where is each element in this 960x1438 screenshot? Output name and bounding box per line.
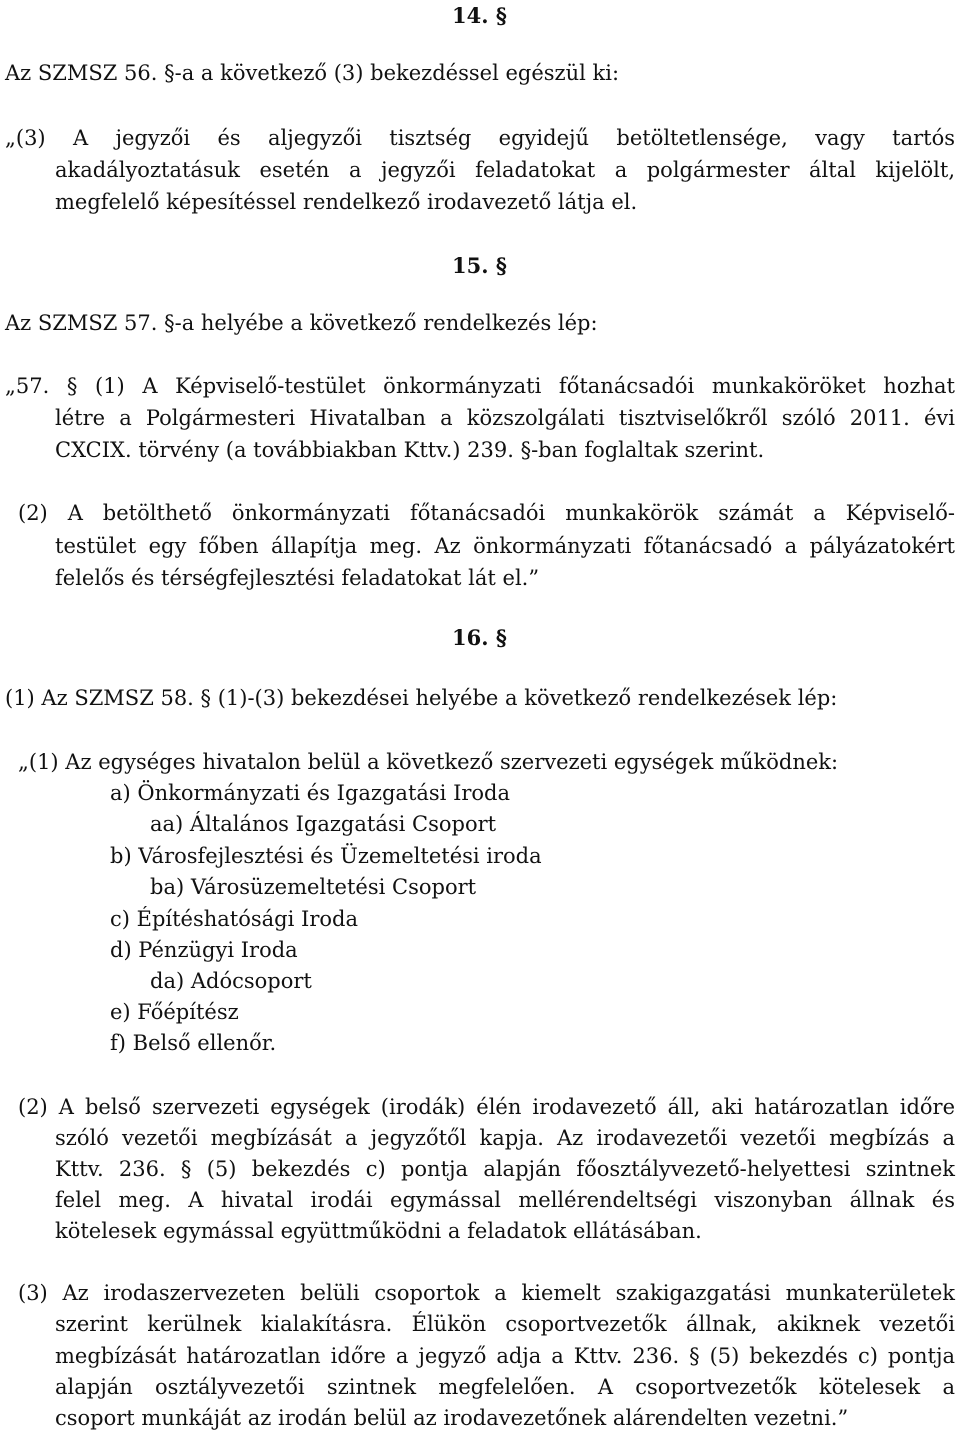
section-heading-14: 14. § [452, 3, 507, 28]
section-heading-16: 16. § [452, 625, 507, 650]
org-unit-item: d) Pénzügyi Iroda [110, 938, 298, 962]
section-16-paragraph-2-line-4: felel meg. A hivatal irodái egymással mellérendeltségi viszonyban állnak és [55, 1188, 955, 1212]
section-15-paragraph-2-line-1: (2) A betölthető önkormányzati főtanácsadói munkakörök számát a Képviselő- [18, 501, 955, 525]
section-16-list-intro: „(1) Az egységes hivatalon belül a következő szervezeti egységek működnek: [18, 750, 839, 774]
section-15-paragraph-2-line-2: testület egy főben állapítja meg. Az önkormányzati főtanácsadó a pályázatokért [55, 534, 955, 558]
org-unit-item: a) Önkormányzati és Igazgatási Iroda [110, 781, 511, 805]
section-14-paragraph-line-2: akadályoztatásuk esetén a jegyzői feladatokat a polgármester által kijelölt, [55, 158, 955, 182]
section-14-intro: Az SZMSZ 56. §-a a következő (3) bekezdéssel egészül ki: [5, 61, 620, 85]
section-15-paragraph-2-line-3: felelős és térségfejlesztési feladatokat lát el.” [55, 566, 540, 590]
section-16-paragraph-2-line-1: (2) A belső szervezeti egységek (irodák) élén irodavezető áll, aki határozatlan időre [18, 1095, 955, 1119]
section-heading-15: 15. § [452, 253, 507, 278]
org-unit-item: aa) Általános Igazgatási Csoport [150, 812, 497, 836]
section-16-paragraph-3-line-5: csoport munkáját az irodán belül az irodavezetőnek alárendelten vezetni.” [55, 1406, 849, 1430]
org-unit-item: c) Építéshatósági Iroda [110, 907, 358, 931]
org-unit-item: f) Belső ellenőr. [110, 1031, 277, 1055]
section-16-paragraph-3-line-3: megbízását határozatlan időre a jegyző adja a Kttv. 236. § (5) bekezdés c) pontja [55, 1344, 955, 1368]
org-unit-item: e) Főépítész [110, 1000, 239, 1024]
section-16-paragraph-3-line-2: szerint kerülnek kialakításra. Élükön csoportvezetők állnak, akiknek vezetői [55, 1312, 955, 1336]
org-unit-item: da) Adócsoport [150, 969, 312, 993]
org-unit-item: ba) Városüzemeltetési Csoport [150, 875, 477, 899]
section-16-paragraph-3-line-4: alapján osztályvezetői szintnek megfelelően. A csoportvezetők kötelesek a [55, 1375, 955, 1399]
section-15-paragraph-1-line-1: „57. § (1) A Képviselő-testület önkormányzati főtanácsadói munkaköröket hozhat [5, 374, 955, 398]
section-16-paragraph-3-line-1: (3) Az irodaszervezeten belüli csoportok a kiemelt szakigazgatási munkaterületek [18, 1281, 955, 1305]
section-15-paragraph-1-line-3: CXCIX. törvény (a továbbiakban Kttv.) 239. §-ban foglaltak szerint. [55, 438, 765, 462]
section-14-paragraph-line-3: megfelelő képesítéssel rendelkező irodavezető látja el. [55, 190, 638, 214]
section-16-intro: (1) Az SZMSZ 58. § (1)-(3) bekezdései helyébe a következő rendelkezések lép: [5, 686, 838, 710]
org-unit-item: b) Városfejlesztési és Üzemeltetési iroda [110, 844, 542, 868]
section-16-paragraph-2-line-5: kötelesek egymással együttműködni a feladatok ellátásában. [55, 1219, 702, 1243]
section-16-paragraph-2-line-2: szóló vezetői megbízását a jegyzőtől kapja. Az irodavezetői vezetői megbízás a [55, 1126, 955, 1150]
section-15-intro: Az SZMSZ 57. §-a helyébe a következő rendelkezés lép: [5, 311, 598, 335]
section-14-paragraph-line-1: „(3) A jegyzői és aljegyzői tisztség egyidejű betöltetlensége, vagy tartós [5, 126, 955, 150]
section-15-paragraph-1-line-2: létre a Polgármesteri Hivatalban a közszolgálati tisztviselőkről szóló 2011. évi [55, 406, 955, 430]
section-16-paragraph-2-line-3: Kttv. 236. § (5) bekezdés c) pontja alapján főosztályvezető-helyettesi szintnek [55, 1157, 955, 1181]
